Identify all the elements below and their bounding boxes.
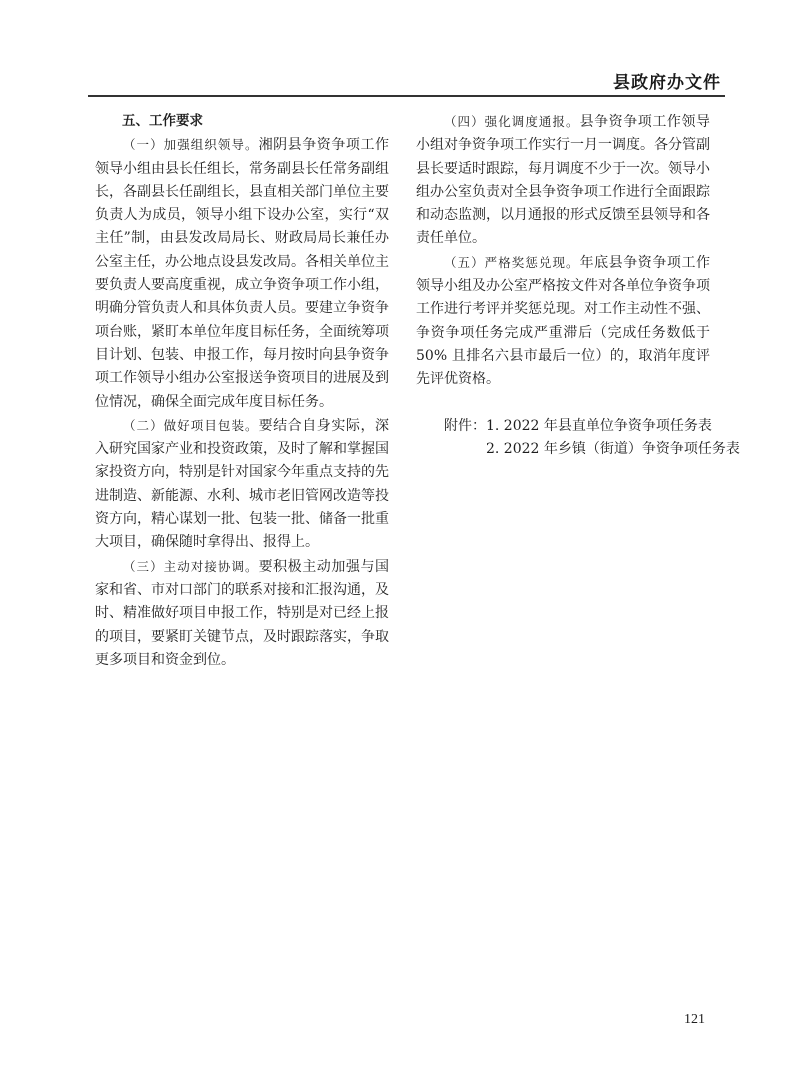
paragraph-2-body: 要结合自身实际，深入研究国家产业和投资政策，及时了解和掌握国家投资方向，特别是针对国家今年重点支持的先进制造、新能源、水利、城市老旧管网改造等投资方向，精心谋划一批、包装一批、储备一批重大项目，确保随时拿得出、报得上。 — [95, 417, 389, 551]
paragraph-4-body: 县争资争项工作领导小组对争资争项工作实行一月一调度。各分管副县长要适时跟踪，每月调度不少于一次。领导小组办公室负责对全县争资争项工作进行全面跟踪和动态监测，以月通报的形式反馈至县领导和各责任单位。 — [416, 114, 710, 247]
paragraph-5-lead: （五）严格奖惩兑现。 — [444, 254, 580, 270]
left-column — [95, 110, 389, 672]
paragraph-5 — [416, 251, 710, 392]
running-header-title: 县政府办文件 — [613, 73, 721, 93]
paragraph-2-lead: （二）做好项目包装。 — [123, 417, 259, 433]
paragraph-1-lead: （一）加强组织领导。 — [123, 137, 259, 153]
attachment-2: 2. 2022 年乡镇（街道）争资争项任务表 — [486, 440, 740, 457]
paragraph-1-body: 湘阴县争资争项工作领导小组由县长任组长，常务副县长任常务副组长，各副县长任副组长，县直相关部门单位主要负责人为成员，领导小组下设办公室，实行“双主任”制，由县发改局局长、财政局局长兼任办公室主任，办公地点设县发改局。各相关单位主要负责人要高度重视，成立争资争项工作小组，明确分管负责人和具体负责人员。要建立争资争项台账，紧盯本单位年度目标任务，全面统筹项目计划、包装、申报工作，每月按时向县争资争项工作领导小组办公室报送争资项目的进展及到位情况，确保全面完成年度目标任务。 — [95, 137, 389, 410]
section-heading: 五、工作要求 — [122, 113, 203, 129]
page-number: 121 — [684, 1012, 705, 1027]
paragraph-4 — [416, 110, 710, 251]
paragraph-3 — [95, 555, 389, 672]
attachments — [416, 415, 740, 462]
right-column — [416, 110, 740, 461]
paragraph-4-lead: （四）强化调度通报。 — [444, 114, 580, 129]
paragraph-5-body: 年底县争资争项工作领导小组及办公室严格按文件对各单位争资争项工作进行考评并奖惩兑现。对工作主动性不强、争资争项任务完成严重滞后（完成任务数低于50% 且排名六县市最后一位）的，取消年度评先评优资格。 — [416, 254, 710, 388]
paragraph-3-lead: （三）主动对接协调。 — [123, 558, 259, 574]
header-rule — [88, 95, 725, 97]
paragraph-2 — [95, 414, 389, 555]
attachment-1: 附件：1. 2022 年县直单位争资争项任务表 — [444, 417, 712, 434]
paragraph-3-body: 要积极主动加强与国家和省、市对口部门的联系对接和汇报沟通，及时、精准做好项目申报工作，特别是对已经上报的项目，要紧盯关键节点，及时跟踪落实，争取更多项目和资金到位。 — [95, 558, 389, 668]
paragraph-1 — [95, 133, 389, 414]
